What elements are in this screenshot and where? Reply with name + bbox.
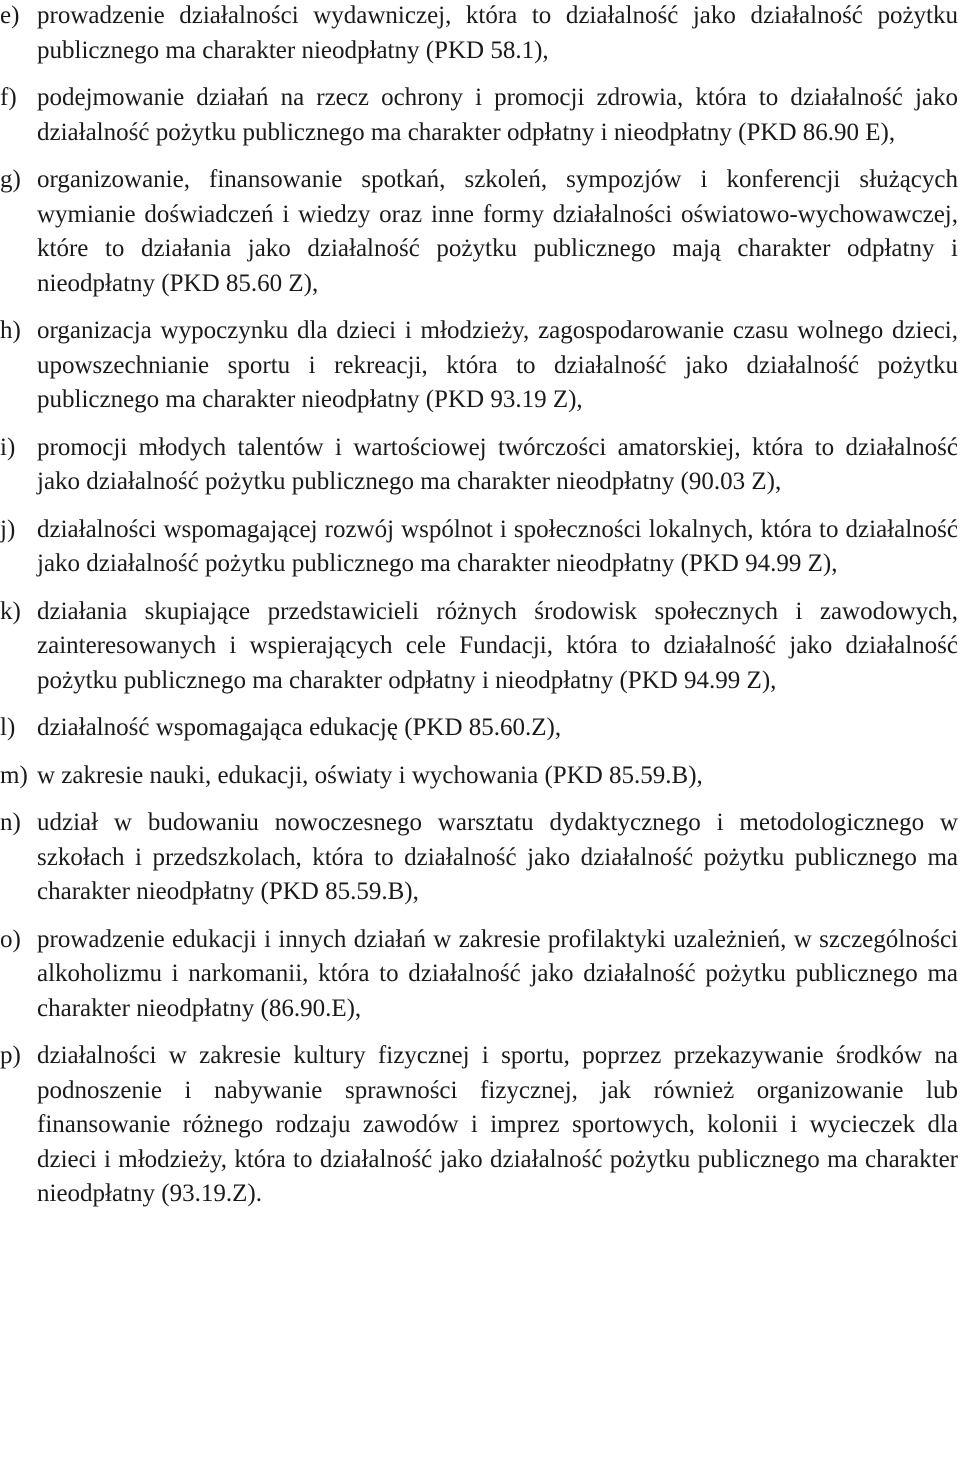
list-item-m [0,759,960,794]
list-item-k [0,595,960,699]
list-item-label: l) [0,714,16,741]
list-item-label: e) [0,2,20,29]
list-item-text: działalności wspomagającej rozwój wspólnot i społeczności lokalnych, która to działalność jako działalność pożytku publicznego ma charakter nieodpłatny (PKD 94.99 Z), [37,515,958,577]
list-item-h [0,314,960,418]
list-item-label: j) [0,515,16,543]
list-item-text: działania skupiające przedstawicieli różnych środowisk społecznych i zawodowych, zainteresowanych i wspierających cele Fundacji, która to działalność jako działalność pożytku publicznego ma charakter odpłatny i nieodpłatny (PKD 94.99 Z), [37,597,958,694]
list-item-label: m) [0,761,28,789]
list-item-o [0,923,960,1027]
list-item-label: g) [0,166,21,193]
list-item-label: f) [0,84,17,111]
list-item-text: prowadzenie edukacji i innych działań w zakresie profilaktyki uzależnień, w szczególności alkoholizmu i narkomanii, która to działalność jako działalność pożytku publicznego ma charakter nieodpłatny (86.90.E), [37,925,958,1022]
list-item-p [0,1039,960,1212]
list-item-label: o) [0,925,21,953]
list-item-label: n) [0,809,21,836]
list-item-i [0,431,960,500]
list-item-text: prowadzenie działalności wydawniczej, która to działalność jako działalność pożytku publicznego ma charakter nieodpłatny (PKD 58.1), [37,2,958,64]
list-item-label: p) [0,1042,21,1069]
list-item-text: działalność wspomagająca edukację (PKD 85.60.Z), [37,714,562,741]
list-item-j [0,513,960,582]
list-item-l [0,711,960,746]
list-item-label: k) [0,597,21,625]
list-item-text: organizacja wypoczynku dla dzieci i młodzieży, zagospodarowanie czasu wolnego dzieci, upowszechnianie sportu i rekreacji, która to działalność jako działalność pożytku publicznego ma charakter nieodpłatny (PKD 93.19 Z), [37,317,958,413]
list-item-g [0,163,960,301]
list-item-e [0,0,960,68]
list-item-n [0,806,960,910]
list-item-text: promocji młodych talentów i wartościowej twórczości amatorskiej, która to działalność jako działalność pożytku publicznego ma charakter nieodpłatny (90.03 Z), [37,433,958,495]
list-item-label: h) [0,317,21,344]
list-item-text: udział w budowaniu nowoczesnego warsztatu dydaktycznego i metodologicznego w szkołach i przedszkolach, która to działalność jako działalność pożytku publicznego ma charakter nieodpłatny (PKD 85.59.B), [37,809,958,905]
list-item-f [0,81,960,150]
list-item-label: i) [0,433,16,461]
list-item-text: organizowanie, finansowanie spotkań, szkoleń, sympozjów i konferencji służących wymianie doświadczeń i wiedzy oraz inne formy działalności oświatowo-wychowawczej, które to działania jako działalność pożytku publicznego mają charakter odpłatny i nieodpłatny (PKD 85.60 Z), [37,166,958,297]
list-item-text: w zakresie nauki, edukacji, oświaty i wychowania (PKD 85.59.B), [37,761,703,789]
list-item-text: podejmowanie działań na rzecz ochrony i promocji zdrowia, która to działalność jako działalność pożytku publicznego ma charakter odpłatny i nieodpłatny (PKD 86.90 E), [37,84,958,146]
list-item-text: działalności w zakresie kultury fizycznej i sportu, poprzez przekazywanie środków na podnoszenie i nabywanie sprawności fizycznej, jak również organizowanie lub finansowanie różnego rodzaju zawodów i imprez sportowych, kolonii i wycieczek dla dzieci i młodzieży, która to działalność jako działalność pożytku publicznego ma charakter nieodpłatny (93.19.Z). [37,1042,958,1207]
